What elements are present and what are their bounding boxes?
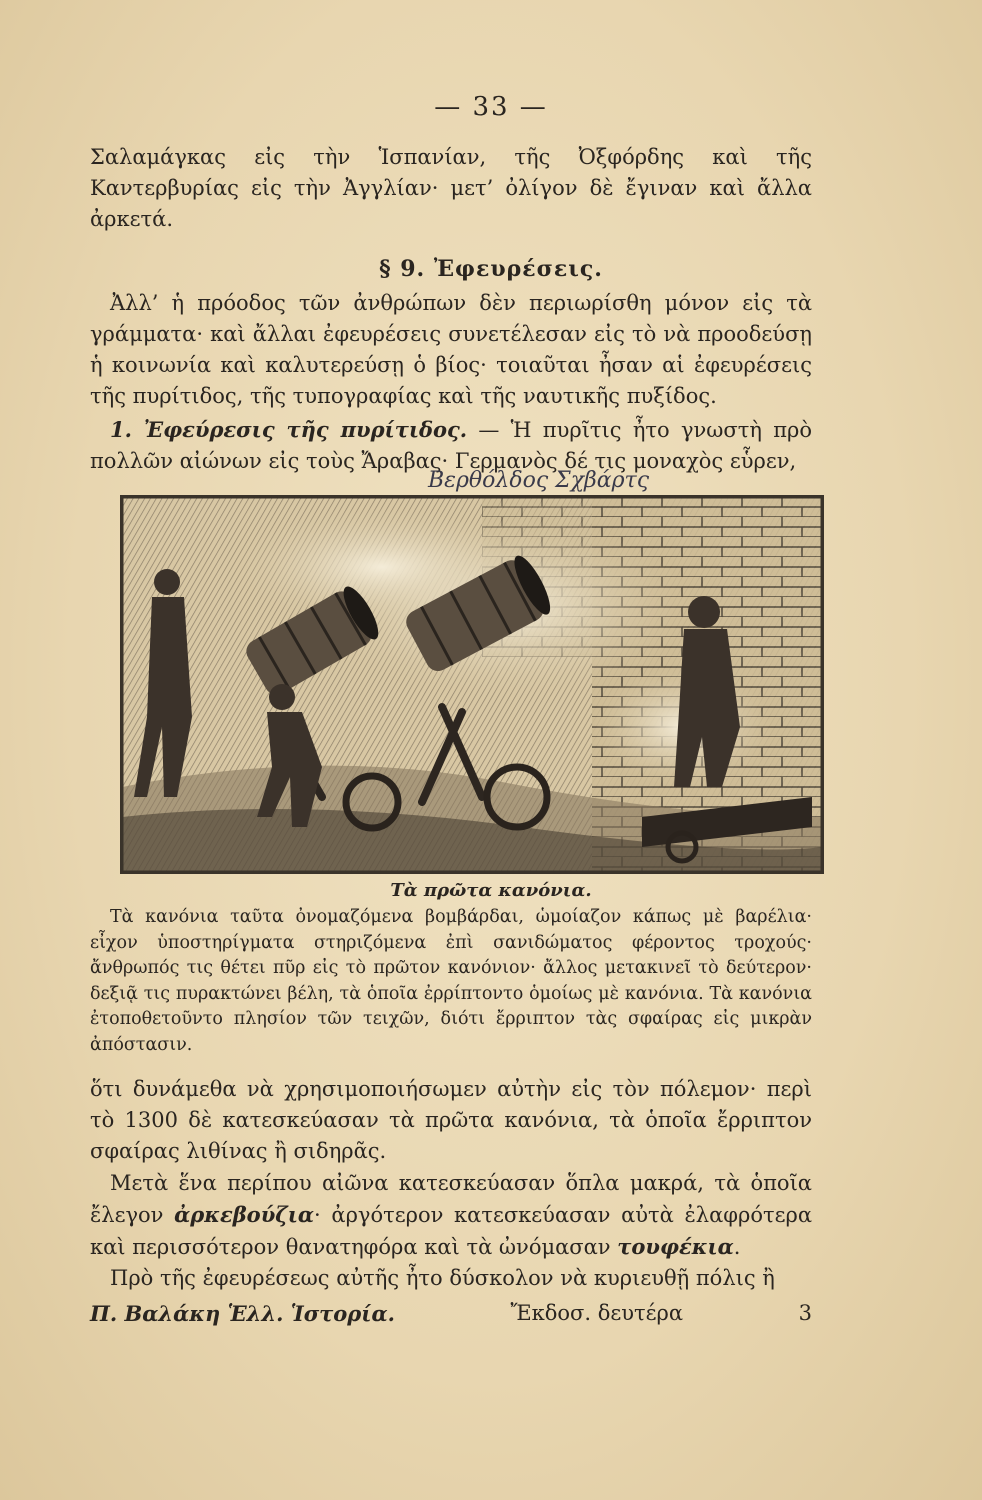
term-rifles: τουφέκια bbox=[617, 1234, 734, 1259]
engraving-illustration bbox=[122, 497, 822, 872]
text-span: . bbox=[733, 1235, 741, 1259]
paragraph-intro: Σαλαμάγκας εἰς τὴν Ἱσπανίαν, τῆς Ὀξφόρδης καὶ τῆς Καντερβυρίας εἰς τὴν Ἀγγλίαν· μετ’ ὀλίγον δὲ ἔγιναν καὶ ἄλλα ἀρκετά. bbox=[90, 145, 812, 231]
subsection-title: 1. Ἐφεύρεσις τῆς πυρίτιδος. bbox=[110, 417, 468, 442]
paragraph-gunpowder-text: — Ἡ πυρῖτις ἦτο γνωστὴ πρὸ πολλῶν αἰώνων εἰς τοὺς Ἄραβας· Γερμανὸς δέ τις μοναχὸς εὗρεν, bbox=[90, 418, 813, 473]
page-number: — 33 — bbox=[434, 92, 548, 122]
page-footer bbox=[90, 1301, 812, 1326]
section-heading: § 9. Ἐφευρέσεις. bbox=[379, 256, 603, 282]
term-arquebus: ἀρκεβούζια bbox=[174, 1202, 315, 1227]
cannons-engraving bbox=[120, 495, 824, 874]
text-span: Μετὰ ἕνα περίπου αἰῶνα κατεσκεύασαν ὅπλα μακρά, τὰ ὁποῖα ἔλεγον bbox=[90, 1171, 812, 1227]
paragraph-firearms bbox=[90, 1168, 812, 1263]
figure-description: Τὰ κανόνια ταῦτα ὀνομαζόμενα βομβάρδαι, ὡμοίαζον κάπως μὲ βαρέλια· εἶχον ὑποστηρίγματα στηριζόμενα ἐπὶ σανιδώματος φέροντος τροχούς· ἄνθρωπός τις θέτει πῦρ εἰς τὸ πρῶτον κανόνιον· ἄλλος μετακινεῖ τὸ δεύτερον· δεξιᾷ τις πυρακτώνει βέλη, τὰ ὁποῖα ἐρρίπτοντο ὁμοίως μὲ κανόνια. Τὰ κανόνια ἐτοποθετοῦντο πλησίον τῶν τειχῶν, διότι ἔρριπτον τὰς σφαίρας εἰς μικρὰν ἀπόστασιν. bbox=[90, 907, 812, 1055]
figure-caption: Τὰ πρῶτα κανόνια. bbox=[390, 880, 592, 901]
footer-book-title: Π. Βαλάκη Ἑλλ. Ἱστορία. bbox=[90, 1301, 395, 1326]
paragraph-siege: Πρὸ τῆς ἐφευρέσεως αὐτῆς ἦτο δύσκολον νὰ κυριευθῇ πόλις ἢ bbox=[110, 1266, 775, 1290]
handwritten-annotation: Βερθόλδος Σχβάρτς bbox=[428, 468, 650, 493]
footer-edition: Ἔκδοσ. δευτέρα bbox=[510, 1301, 684, 1325]
footer-signature-number: 3 bbox=[798, 1301, 812, 1325]
paragraph-inventions: Ἀλλ’ ἡ πρόοδος τῶν ἀνθρώπων δὲν περιωρίσθη μόνον εἰς τὰ γράμματα· καὶ ἄλλαι ἐφευρέσεις συνετέλεσαν εἰς τὸ νὰ προοδεύσῃ ἡ κοινωνία καὶ καλυτερεύσῃ ὁ βίος· τοιαῦται ἦσαν αἱ ἐφευρέσεις τῆς πυρίτιδος, τῆς τυπογραφίας καὶ τῆς ναυτικῆς πυξίδος. bbox=[90, 291, 812, 408]
text-span: · ἀργότερον κατεσκεύασαν αὐτὰ ἐλαφρότερα καὶ περισσότερον θανατηφόρα καὶ τὰ ὠνόμασαν bbox=[90, 1203, 813, 1259]
paragraph-cannons: ὅτι δυνάμεθα νὰ χρησιμοποιήσωμεν αὐτὴν εἰς τὸν πόλεμον· περὶ τὸ 1300 δὲ κατεσκεύασαν τὰ πρῶτα κανόνια, τὰ ὁποῖα ἔρριπτον σφαίρας λιθίνας ἢ σιδηρᾶς. bbox=[90, 1077, 812, 1163]
